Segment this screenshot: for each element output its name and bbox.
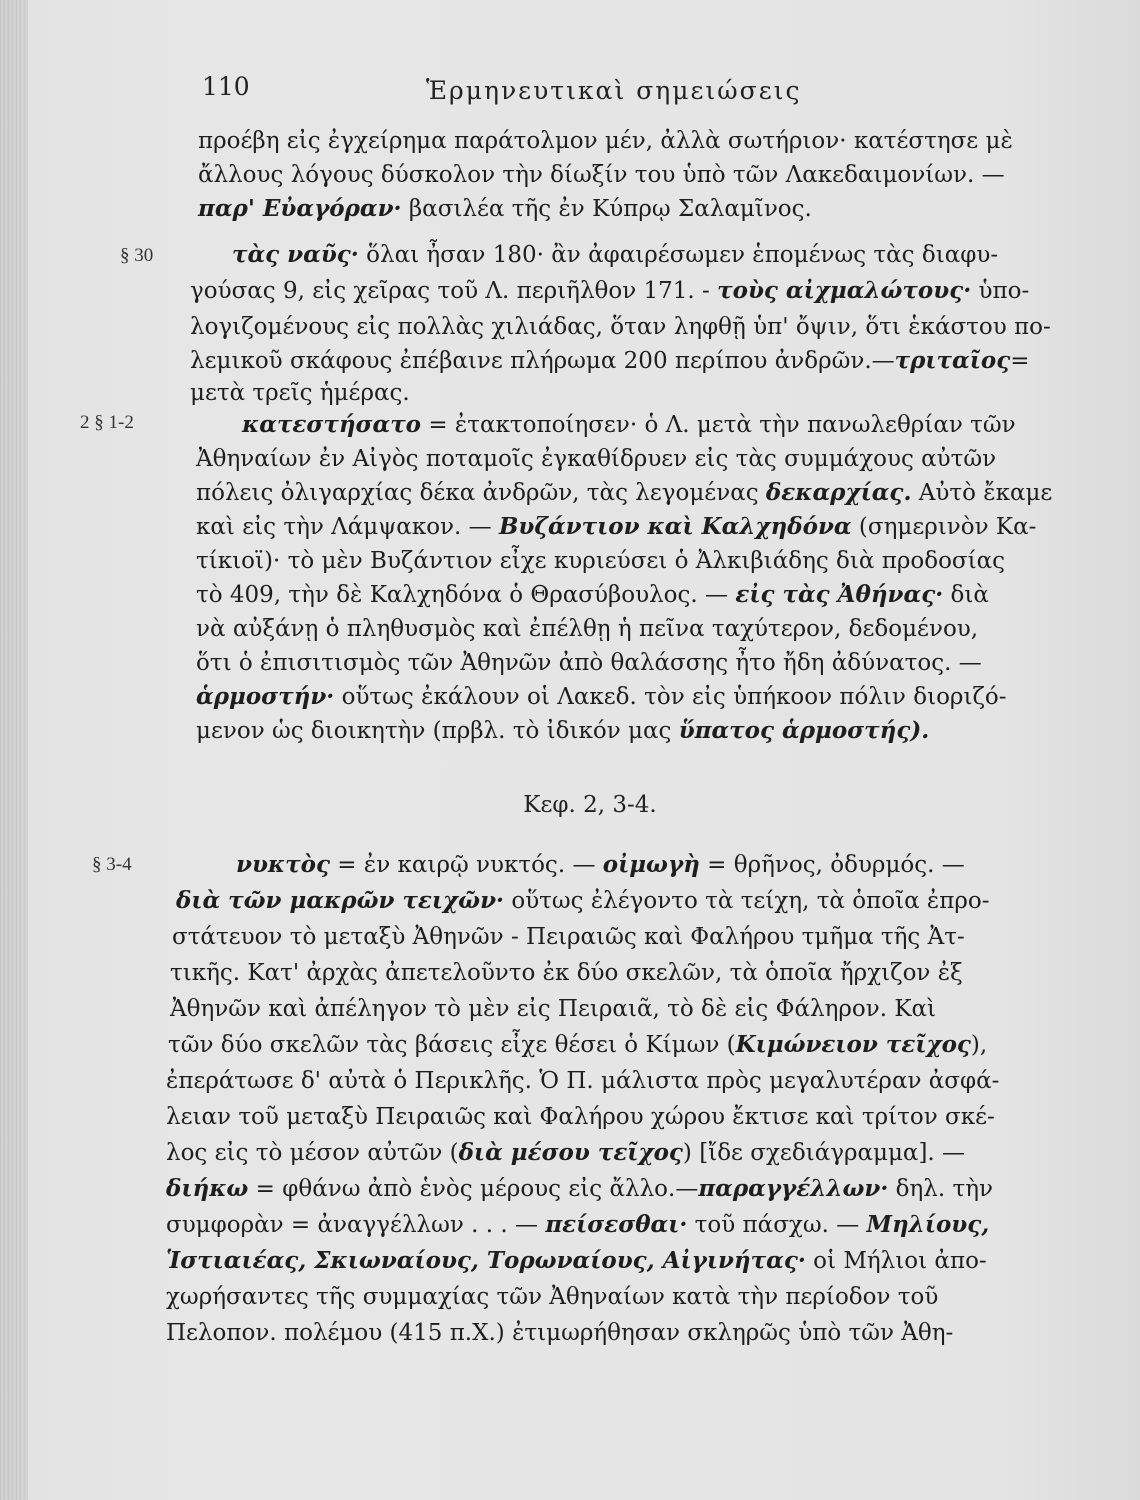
text-line: νὰ αὐξάνῃ ὁ πληθυσμὸς καὶ ἐπέλθῃ ἡ πεῖνα ταχύτερον, δεδομένου,	[196, 616, 979, 642]
text-line: τὸ 409, τὴν δὲ Καλχηδόνα ὁ Θρασύβουλος. — εἰς τὰς Ἀθήνας· διὰ	[196, 581, 989, 608]
lemma: τριταῖος	[894, 347, 1011, 374]
text-line: προέβη εἰς ἐγχείρημα παράτολμον μέν, ἀλλὰ σωτήριον· κατέστησε μὲ	[198, 128, 1013, 154]
text-line: λος εἰς τὸ μέσον αὐτῶν (διὰ μέσου τεῖχος) [ἴδε σχεδιάγραμμα]. —	[166, 1139, 966, 1166]
text-line: συμφορὰν = ἀναγγέλλων . . . — πείσεσθαι· τοῦ πάσχω. — Μηλίους,	[166, 1211, 990, 1238]
text-line: ἐπεράτωσε δ' αὐτὰ ὁ Περικλῆς. Ὁ Π. μάλιστα πρὸς μεγαλυτέραν ἀσφά-	[166, 1068, 1000, 1094]
section-marker: 2 § 1-2	[80, 412, 134, 433]
text-line: μετὰ τρεῖς ἡμέρας.	[190, 380, 410, 406]
lemma: νυκτὸς	[236, 851, 330, 878]
lemma: παρ' Εὐαγόραν·	[198, 195, 402, 222]
section-marker: § 30	[120, 245, 154, 266]
text-line: τίκιοϊ)· τὸ μὲν Βυζάντιον εἶχε κυριεύσει ὁ Ἀλκιβιάδης διὰ προδοσίας	[196, 548, 1006, 574]
section-marker: § 3-4	[92, 854, 132, 875]
text-line: πόλεις ὀλιγαρχίας δέκα ἀνδρῶν, τὰς λεγομένας δεκαρχίας. Αὐτὸ ἔκαμε	[196, 479, 1053, 506]
lemma: διὰ τῶν μακρῶν τειχῶν·	[176, 887, 505, 914]
page-number: 110	[202, 72, 250, 101]
text-line: γούσας 9, εἰς χεῖρας τοῦ Λ. περιῆλθον 171. - τοὺς αἰχμαλώτους· ὑπο-	[190, 277, 1030, 304]
page-edge	[0, 0, 28, 1500]
lemma: ἁρμοστήν·	[196, 683, 335, 710]
lemma: δεκαρχίας.	[765, 479, 912, 506]
text-line: παρ' Εὐαγόραν· βασιλέα τῆς ἐν Κύπρῳ Σαλαμῖνος.	[198, 195, 812, 222]
lemma: παραγγέλλων·	[698, 1175, 889, 1202]
lemma: τοὺς αἰχμαλώτους·	[717, 277, 972, 304]
text-line: στάτευον τὸ μεταξὺ Ἀθηνῶν - Πειραιῶς καὶ Φαλήρου τμῆμα τῆς Ἀτ-	[172, 924, 965, 950]
text-line: λεμικοῦ σκάφους ἐπέβαινε πλήρωμα 200 περίπου ἀνδρῶν.—τριταῖος=	[190, 347, 1030, 374]
lemma: διήκω	[166, 1175, 249, 1202]
text-line: νυκτὸς = ἐν καιρῷ νυκτός. — οἰμωγὴ = θρῆνος, ὀδυρμός. —	[236, 851, 965, 878]
lemma: Μηλίους,	[866, 1211, 990, 1238]
lemma: εἰς τὰς Ἀθήνας·	[735, 581, 944, 608]
text-line: διὰ τῶν μακρῶν τειχῶν· οὕτως ἐλέγοντο τὰ τείχη, τὰ ὁποῖα ἐπρο-	[176, 887, 990, 914]
text-line: ὅτι ὁ ἐπισιτισμὸς τῶν Ἀθηνῶν ἀπὸ θαλάσσης ἦτο ἤδη ἀδύνατος. —	[196, 650, 982, 676]
text-line: καὶ εἰς τὴν Λάμψακον. — Βυζάντιον καὶ Καλχηδόνα (σημερινὸν Κα-	[196, 513, 1037, 540]
text-line: λειαν τοῦ μεταξὺ Πειραιῶς καὶ Φαλήρου χώρου ἔκτισε καὶ τρίτον σκέ-	[166, 1104, 995, 1130]
text-line: Ἀθηνῶν καὶ ἀπέληγον τὸ μὲν εἰς Πειραιᾶ, τὸ δὲ εἰς Φάληρον. Καὶ	[170, 996, 937, 1022]
lemma: Ἱστιαιέας, Σκιωναίους, Τορωναίους, Αἰγινήτας·	[166, 1247, 806, 1274]
text-line: τικῆς. Κατ' ἀρχὰς ἀπετελοῦντο ἐκ δύο σκελῶν, τὰ ὁποῖα ἤρχιζον ἐξ	[170, 960, 963, 986]
lemma: ὕπατος ἁρμοστής).	[678, 717, 930, 744]
lemma: πείσεσθαι·	[545, 1211, 688, 1238]
chapter-heading: Κεφ. 2, 3-4.	[523, 792, 657, 818]
lemma: διὰ μέσου τεῖχος	[458, 1139, 683, 1166]
text-line: ἄλλους λόγους δύσκολον τὴν δίωξίν του ὑπὸ τῶν Λακεδαιμονίων. —	[198, 162, 1005, 188]
text-line: μενον ὡς διοικητὴν (πρβλ. τὸ ἰδικόν μας ὕπατος ἁρμοστής).	[196, 717, 930, 744]
lemma: τὰς ναῦς·	[232, 241, 359, 268]
text-line: Ἱστιαιέας, Σκιωναίους, Τορωναίους, Αἰγινήτας· οἱ Μήλιοι ἀπο-	[166, 1247, 987, 1274]
text-line: κατεστήσατο = ἐτακτοποίησεν· ὁ Λ. μετὰ τὴν πανωλεθρίαν τῶν	[242, 411, 1016, 438]
lemma: οἰμωγὴ	[602, 851, 700, 878]
text-line: χωρήσαντες τῆς συμμαχίας τῶν Ἀθηναίων κατὰ τὴν περίοδον τοῦ	[166, 1284, 939, 1310]
lemma: Βυζάντιον καὶ Καλχηδόνα	[498, 513, 852, 540]
text-line: Ἀθηναίων ἐν Αἰγὸς ποταμοῖς ἐγκαθίδρυεν εἰς τὰς συμμάχους αὐτῶν	[196, 446, 997, 472]
text-line: Πελοπον. πολέμου (415 π.Χ.) ἐτιμωρήθησαν σκληρῶς ὑπὸ τῶν Ἀθη-	[166, 1320, 954, 1346]
running-head: Ἑρμηνευτικαὶ σημειώσεις	[426, 76, 802, 105]
text-line: διήκω = φθάνω ἀπὸ ἑνὸς μέρους εἰς ἄλλο.—παραγγέλλων· δηλ. τὴν	[166, 1175, 993, 1202]
text-line: ἁρμοστήν· οὕτως ἐκάλουν οἱ Λακεδ. τὸν εἰς ὑπήκοον πόλιν διοριζό-	[196, 683, 1007, 710]
lemma: κατεστήσατο	[242, 411, 422, 438]
text-line: τῶν δύο σκελῶν τὰς βάσεις εἶχε θέσει ὁ Κίμων (Κιμώνειον τεῖχος),	[168, 1031, 988, 1058]
text-line: τὰς ναῦς· ὅλαι ἦσαν 180· ἂν ἀφαιρέσωμεν ἑπομένως τὰς διαφυ-	[232, 241, 999, 268]
text-line: λογιζομένους εἰς πολλὰς χιλιάδας, ὅταν ληφθῇ ὑπ' ὄψιν, ὅτι ἑκάστου πο-	[190, 314, 1051, 340]
lemma: Κιμώνειον τεῖχος	[735, 1031, 971, 1058]
